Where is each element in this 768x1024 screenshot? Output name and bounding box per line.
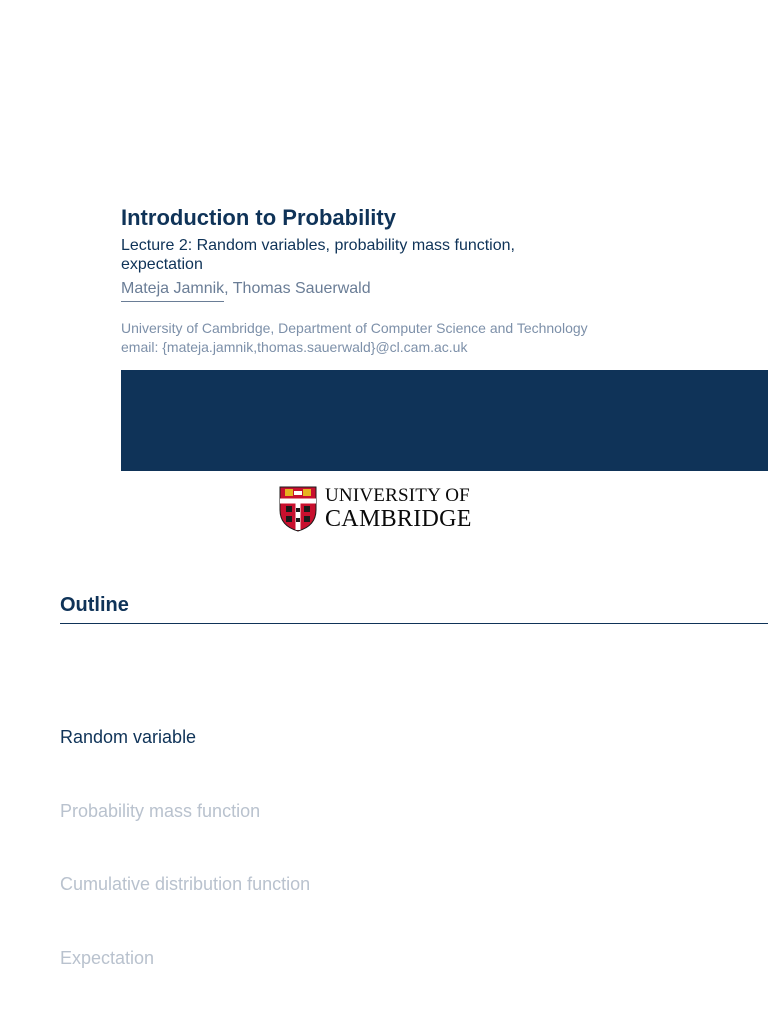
university-logo: [279, 486, 491, 532]
lecture-subtitle: Lecture 2: Random variables, probability mass function, expectation: [121, 237, 515, 273]
logo-wordmark: [325, 486, 472, 532]
affiliation-text: University of Cambridge, Department of Computer Science and Technology: [121, 320, 588, 336]
logo-line-cambridge: CAMBRIDGE: [325, 506, 472, 532]
email-text: email: {mateja.jamnik,thomas.sauerwald}@cl.cam.ac.uk: [121, 339, 468, 355]
logo-line-university-of: UNIVERSITY OF: [325, 485, 470, 506]
cambridge-crest-icon: [279, 486, 317, 532]
affiliation-block: [121, 319, 588, 357]
author-separator: ,: [224, 280, 233, 297]
author-line: [121, 279, 371, 302]
lecture-title: Introduction to Probability: [121, 205, 396, 230]
outline-slide: [0, 560, 768, 1024]
outline-item-random-variable[interactable]: Random variable: [60, 727, 197, 747]
author-link-jamnik[interactable]: Mateja Jamnik: [121, 279, 224, 302]
outline-item-probability-mass-function[interactable]: Probability mass function: [60, 801, 261, 821]
outline-item-cumulative-distribution-function[interactable]: Cumulative distribution function: [60, 874, 311, 894]
author-sauerwald: Thomas Sauerwald: [232, 280, 371, 297]
outline-divider: [60, 623, 768, 624]
title-banner: [121, 370, 768, 471]
outline-item-expectation[interactable]: Expectation: [60, 948, 155, 968]
outline-heading: Outline: [60, 594, 129, 616]
